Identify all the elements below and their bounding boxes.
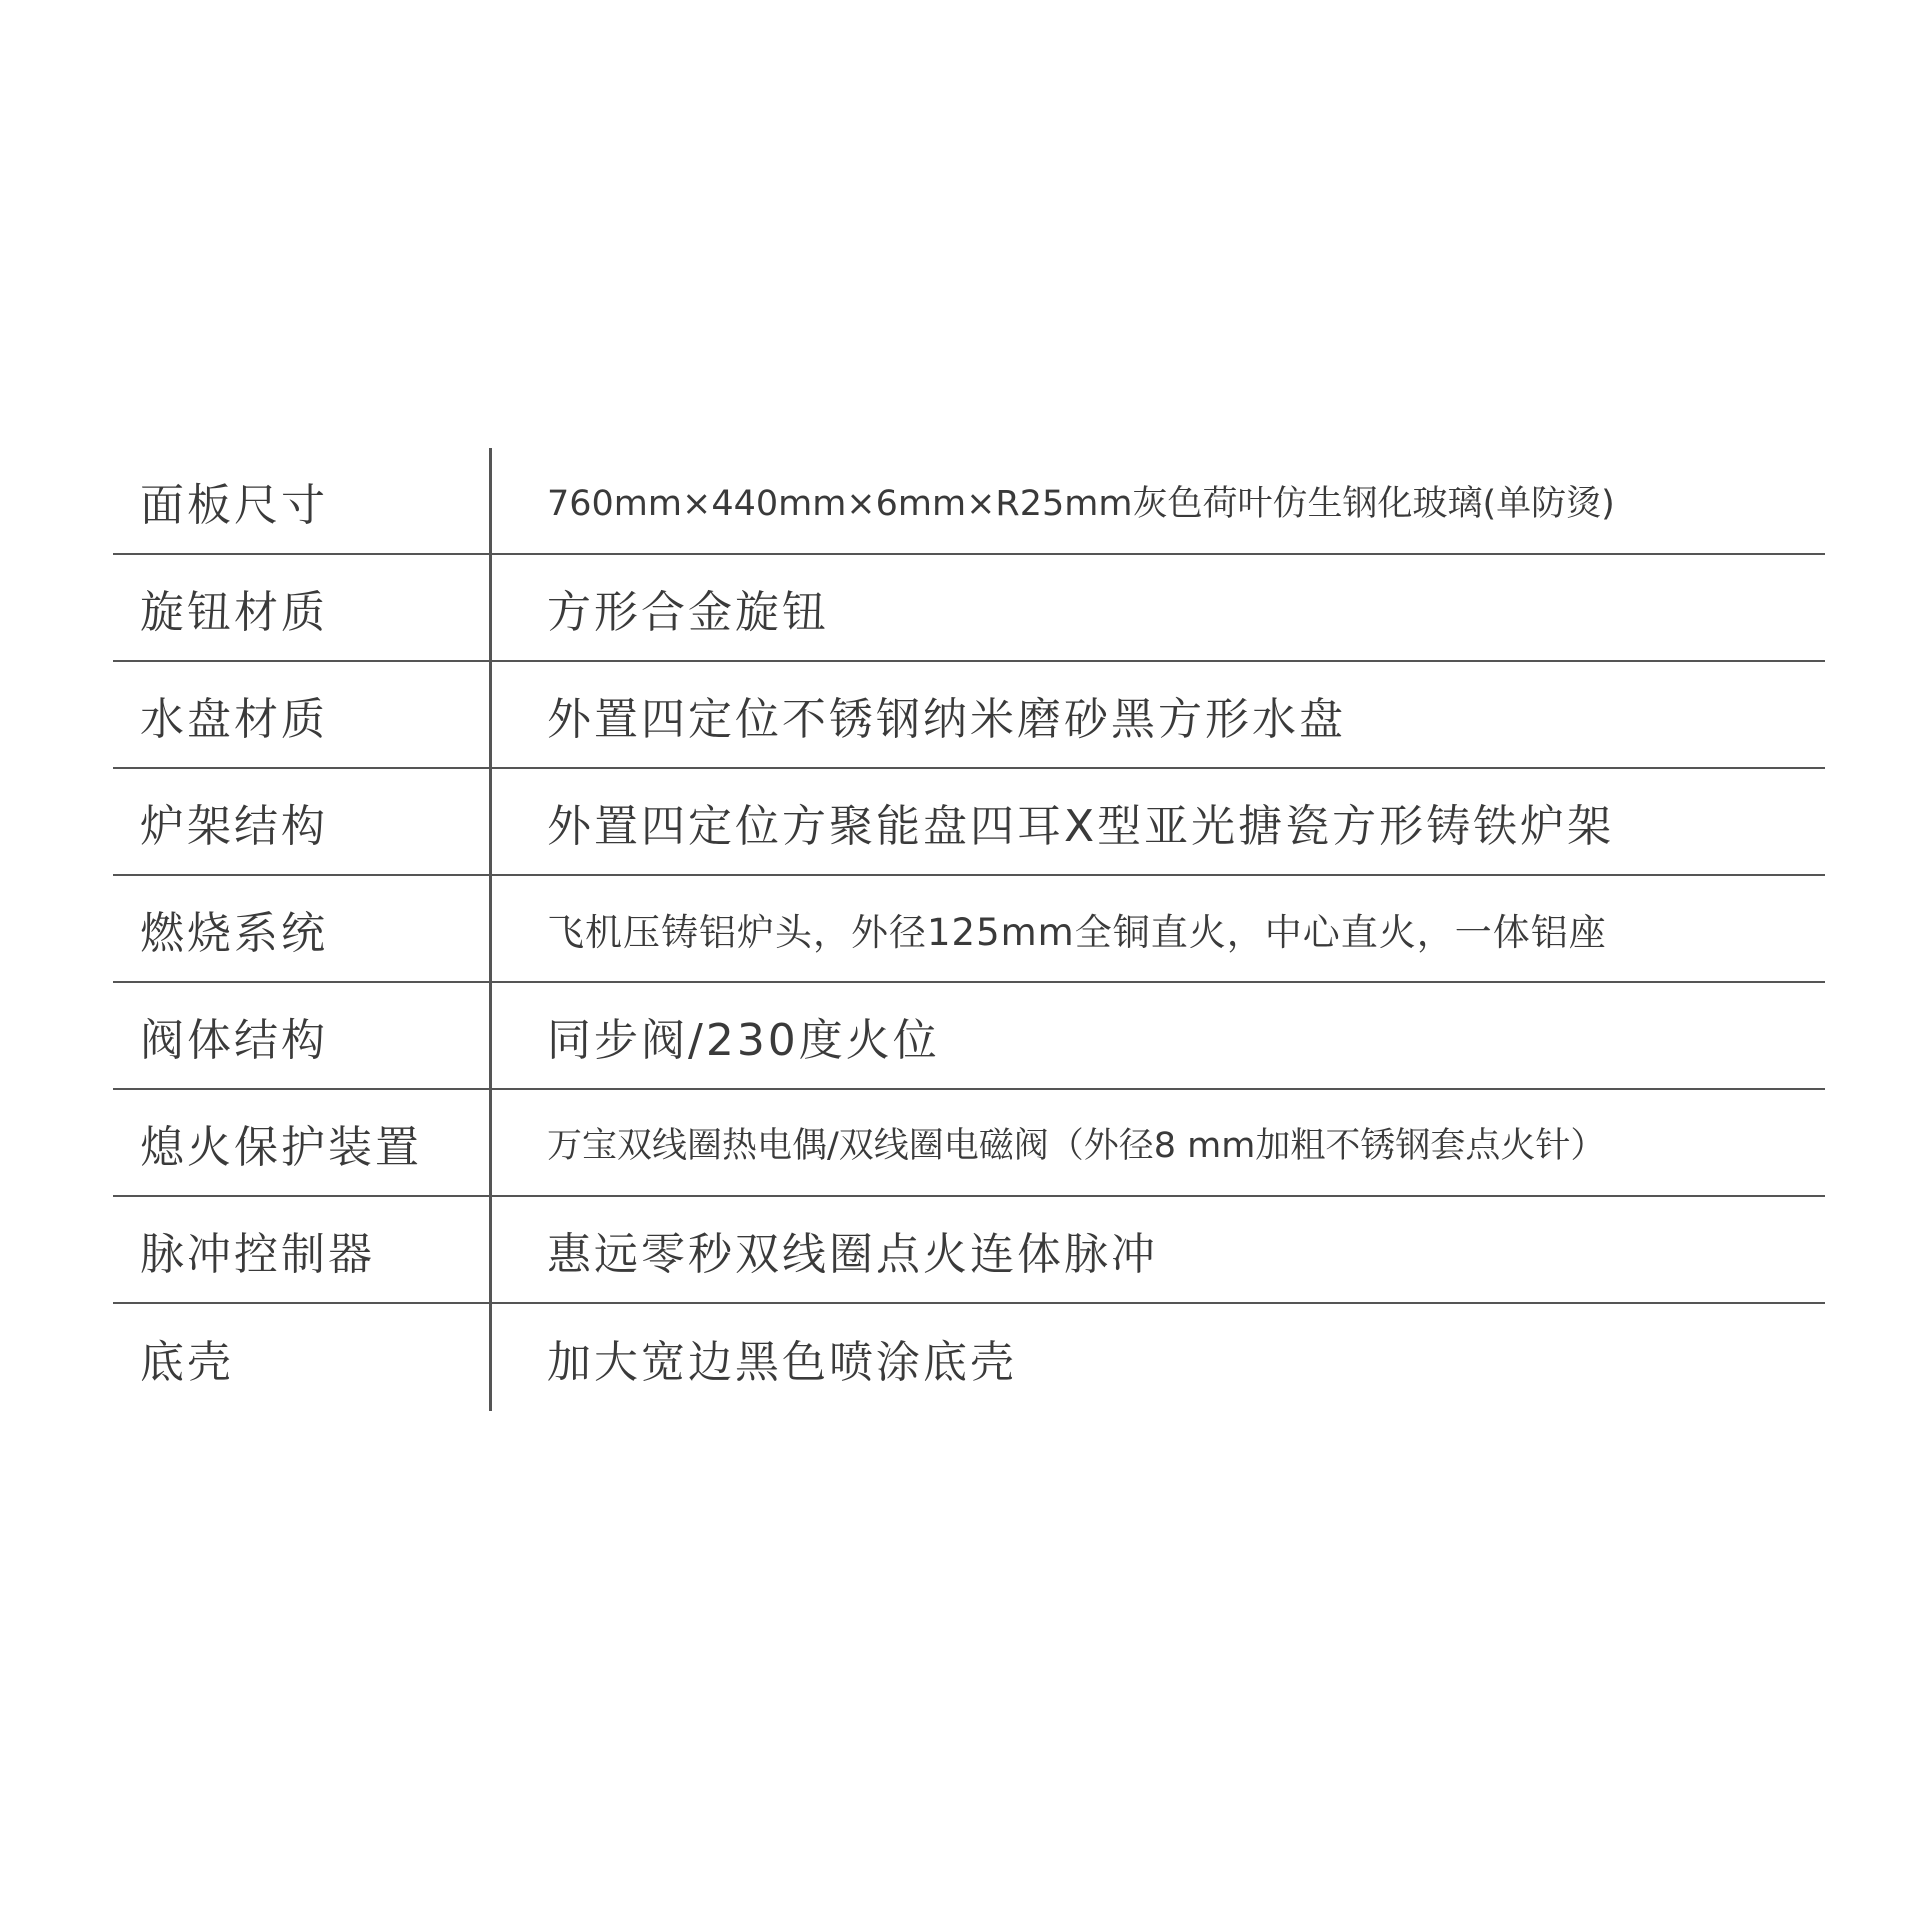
spec-row-knob-material: [113, 555, 1825, 662]
spec-value: 加大宽边黑色喷涂底壳: [547, 1336, 1017, 1388]
spec-table: [113, 448, 1825, 1411]
spec-label: 旋钮材质: [113, 555, 492, 660]
spec-value: 外置四定位方聚能盘四耳X型亚光搪瓷方形铸铁炉架: [547, 800, 1615, 852]
spec-value: 同步阀/230度火位: [547, 1014, 940, 1066]
spec-row-pan-support: [113, 769, 1825, 876]
spec-value: 外置四定位不锈钢纳米磨砂黑方形水盘: [547, 693, 1346, 745]
spec-value: 方形合金旋钮: [547, 586, 829, 638]
spec-label: 脉冲控制器: [113, 1197, 492, 1302]
spec-value: 惠远零秒双线圈点火连体脉冲: [547, 1228, 1158, 1280]
spec-value: 760mm×440mm×6mm×R25mm灰色荷叶仿生钢化玻璃(单防烫): [547, 483, 1615, 524]
spec-label: 水盘材质: [113, 662, 492, 767]
spec-row-flame-failure-device: [113, 1090, 1825, 1197]
spec-row-drip-tray-material: [113, 662, 1825, 769]
spec-label: 面板尺寸: [113, 448, 492, 553]
spec-row-valve-structure: [113, 983, 1825, 1090]
spec-row-bottom-case: [113, 1304, 1825, 1411]
spec-label: 阀体结构: [113, 983, 492, 1088]
spec-label: 燃烧系统: [113, 876, 492, 981]
spec-label: 炉架结构: [113, 769, 492, 874]
spec-label: 熄火保护装置: [113, 1090, 492, 1195]
spec-row-burner-system: [113, 876, 1825, 983]
spec-row-pulse-controller: [113, 1197, 1825, 1304]
spec-value: 万宝双线圈热电偶/双线圈电磁阀（外径8 mm加粗不锈钢套点火针）: [547, 1125, 1606, 1166]
spec-value: 飞机压铸铝炉头，外径125mm全铜直火，中心直火，一体铝座: [547, 910, 1607, 954]
spec-label: 底壳: [113, 1304, 492, 1411]
spec-row-panel-size: [113, 448, 1825, 555]
